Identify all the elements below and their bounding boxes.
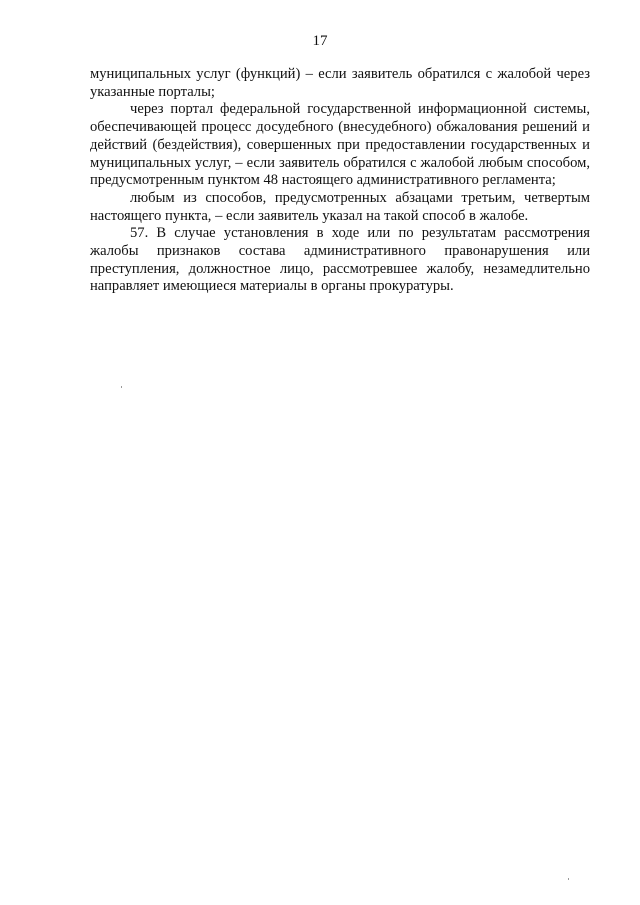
paragraph-federal-portal: через портал федеральной государственной информационной системы, обеспечивающей процесс досудебного (внесудебного) обжалования решений и действий (бездействия), совершенных при предоставлении государственных и муниципальных услуг, – если заявитель обратился с жалобой любым способом, предусмотренным пунктом 48 настоящего административного регламента; xyxy=(90,101,590,189)
page-number: 17 xyxy=(312,33,328,49)
scan-speck xyxy=(121,386,122,388)
document-body xyxy=(90,66,590,296)
paragraph-continuation: муниципальных услуг (функций) – если заявитель обратился с жалобой через указанные порталы; xyxy=(90,66,590,100)
paragraph-57: 57. В случае установления в ходе или по результатам рассмотрения жалобы признаков состава административного правонарушения или преступления, должностное лицо, рассмотревшее жалобу, незамедлительно направляет имеющиеся материалы в органы прокуратуры. xyxy=(90,225,590,295)
scan-speck xyxy=(568,878,569,880)
paragraph-any-method: любым из способов, предусмотренных абзацами третьим, четвертым настоящего пункта, – если заявитель указал на такой способ в жалобе. xyxy=(90,189,590,224)
